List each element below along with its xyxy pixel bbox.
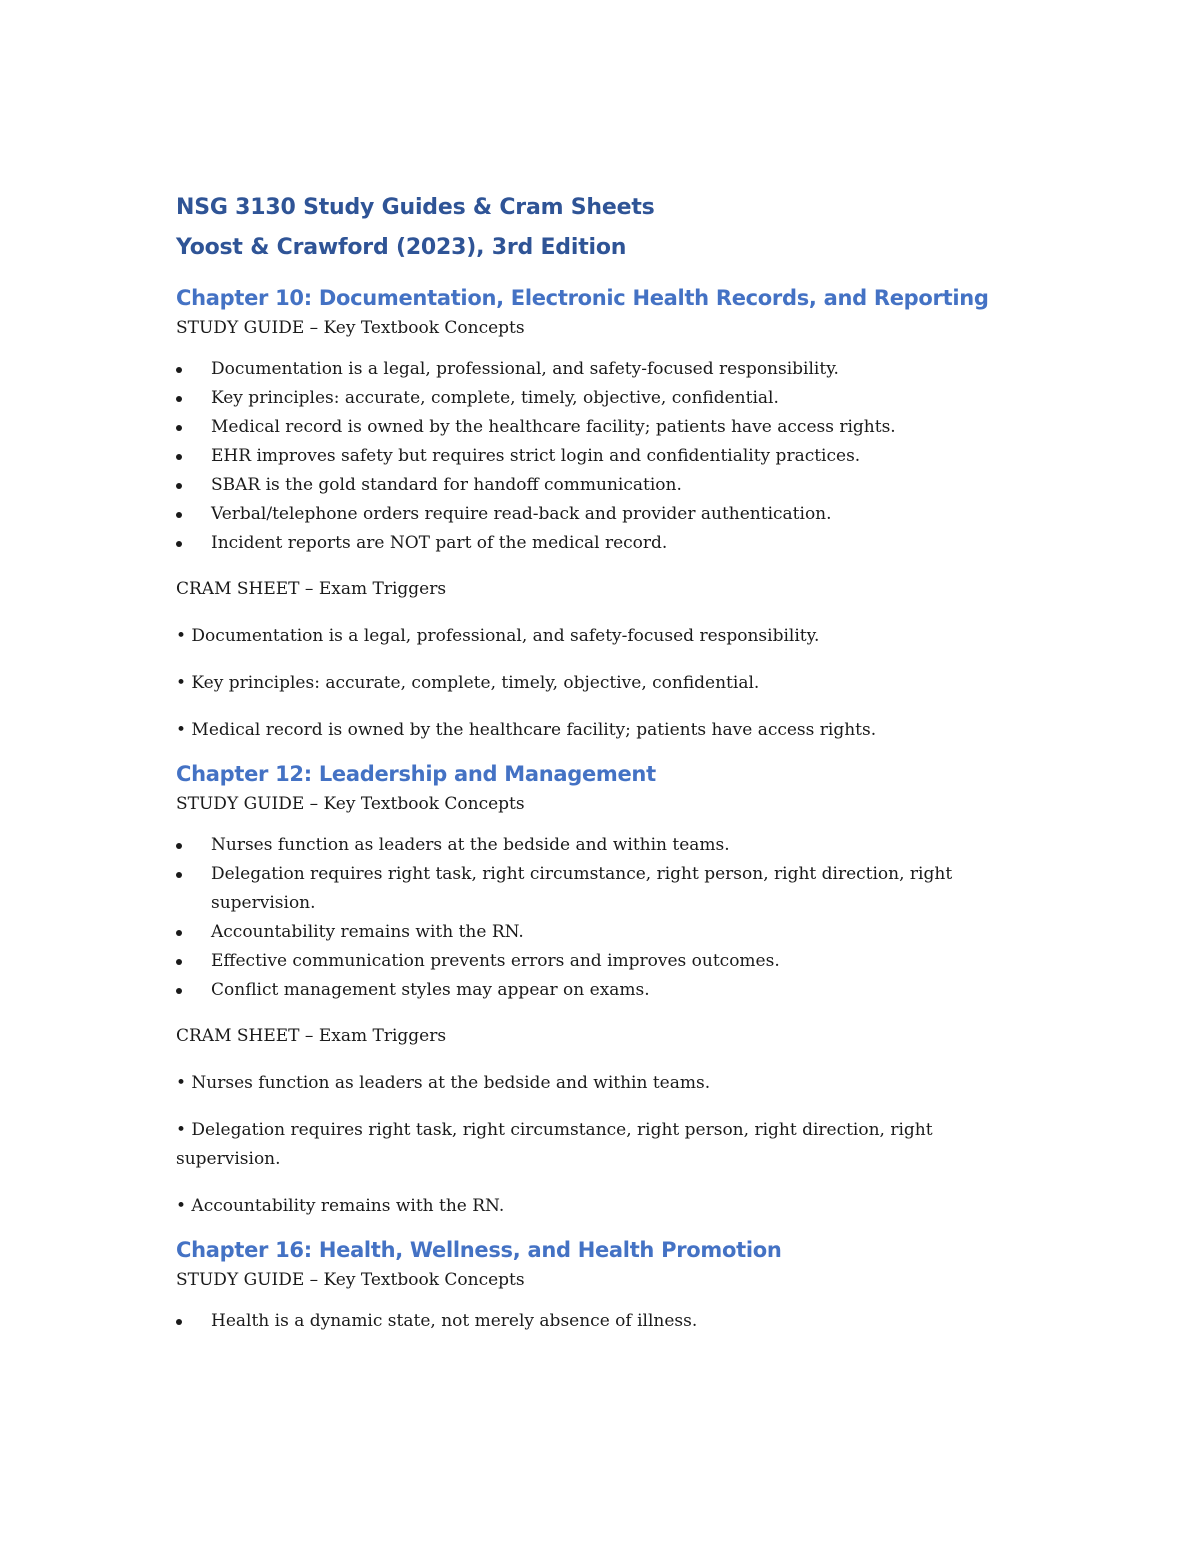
document-subtitle: Yoost & Crawford (2023), 3rd Edition xyxy=(176,235,627,260)
chapter-heading: Chapter 10: Documentation, Electronic Health Records, and Reporting xyxy=(176,286,989,310)
bullet-icon xyxy=(176,367,182,373)
study-guide-label: STUDY GUIDE – Key Textbook Concepts xyxy=(176,794,525,814)
chapter-12-section xyxy=(176,759,1026,1221)
bullet-icon xyxy=(176,512,182,518)
list-item: Documentation is a legal, professional, and safety-focused responsibility. xyxy=(176,355,1026,384)
cram-item: • Medical record is owned by the healthcare facility; patients have access rights. xyxy=(176,720,877,740)
chapter-10-section xyxy=(176,283,1026,745)
study-guide-label: STUDY GUIDE – Key Textbook Concepts xyxy=(176,1270,525,1290)
document-title: NSG 3130 Study Guides & Cram Sheets xyxy=(176,195,655,220)
list-item: Nurses function as leaders at the bedside and within teams. xyxy=(176,831,1026,860)
list-item: Effective communication prevents errors and improves outcomes. xyxy=(176,947,1026,976)
cram-item: • Delegation requires right task, right circumstance, right person, right direction, right supervision. xyxy=(176,1120,933,1169)
list-item: SBAR is the gold standard for handoff communication. xyxy=(176,471,1026,500)
study-guide-list xyxy=(176,831,1026,1005)
cram-item: • Key principles: accurate, complete, timely, objective, confidential. xyxy=(176,673,760,693)
bullet-icon xyxy=(176,1319,182,1325)
bullet-icon xyxy=(176,425,182,431)
document-page xyxy=(176,188,1026,1336)
cram-item: • Accountability remains with the RN. xyxy=(176,1196,505,1216)
list-item: EHR improves safety but requires strict login and confidentiality practices. xyxy=(176,442,1026,471)
bullet-icon xyxy=(176,988,182,994)
cram-sheet-label: CRAM SHEET – Exam Triggers xyxy=(176,579,447,599)
study-guide-list xyxy=(176,1307,1026,1336)
bullet-icon xyxy=(176,930,182,936)
study-guide-label: STUDY GUIDE – Key Textbook Concepts xyxy=(176,318,525,338)
list-item: Health is a dynamic state, not merely absence of illness. xyxy=(176,1307,1026,1336)
list-item: Accountability remains with the RN. xyxy=(176,918,1026,947)
study-guide-list xyxy=(176,355,1026,558)
bullet-icon xyxy=(176,959,182,965)
chapter-16-section xyxy=(176,1235,1026,1336)
cram-item: • Nurses function as leaders at the bedside and within teams. xyxy=(176,1073,711,1093)
chapter-heading: Chapter 16: Health, Wellness, and Health Promotion xyxy=(176,1238,782,1262)
bullet-icon xyxy=(176,483,182,489)
chapter-heading: Chapter 12: Leadership and Management xyxy=(176,762,656,786)
bullet-icon xyxy=(176,454,182,460)
list-item: Verbal/telephone orders require read-back and provider authentication. xyxy=(176,500,1026,529)
bullet-icon xyxy=(176,541,182,547)
bullet-icon xyxy=(176,872,182,878)
list-item: Key principles: accurate, complete, timely, objective, confidential. xyxy=(176,384,1026,413)
list-item: Incident reports are NOT part of the medical record. xyxy=(176,529,1026,558)
bullet-icon xyxy=(176,396,182,402)
cram-item: • Documentation is a legal, professional, and safety-focused responsibility. xyxy=(176,626,820,646)
list-item: Medical record is owned by the healthcare facility; patients have access rights. xyxy=(176,413,1026,442)
list-item: Conflict management styles may appear on exams. xyxy=(176,976,1026,1005)
list-item: Delegation requires right task, right circumstance, right person, right direction, right supervision. xyxy=(176,860,1026,918)
cram-sheet-label: CRAM SHEET – Exam Triggers xyxy=(176,1026,447,1046)
bullet-icon xyxy=(176,843,182,849)
